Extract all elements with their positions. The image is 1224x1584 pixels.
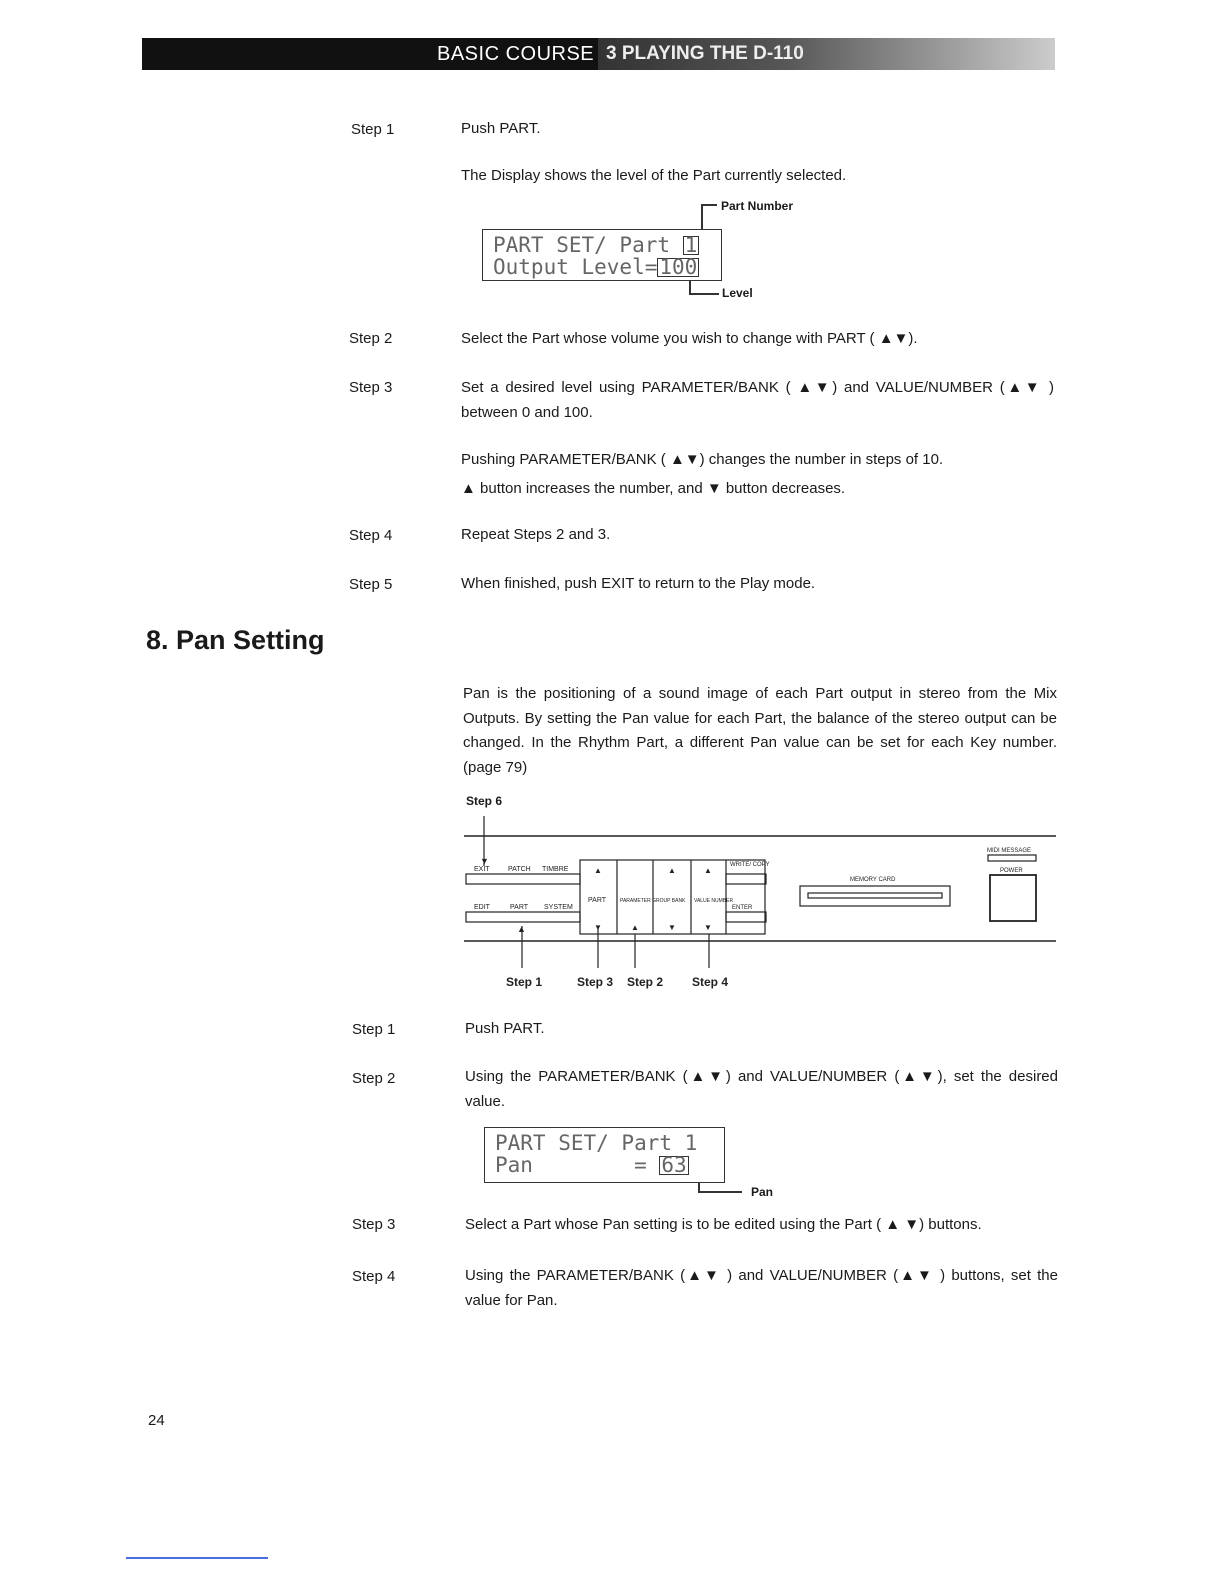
lcd-line: PART SET/ Part 1 — [495, 1131, 698, 1155]
arrow-down-icon: ▼ — [480, 856, 489, 866]
panel-label: VALUE NUMBER — [694, 898, 734, 904]
lcd-line: Pan = — [495, 1153, 660, 1177]
step-text: Select a Part whose Pan setting is to be edited using the Part ( ▲ ▼) buttons. — [465, 1216, 982, 1233]
step-label: Step 4 — [349, 527, 393, 544]
panel-label: PART — [510, 904, 529, 911]
step-text: Repeat Steps 2 and 3. — [461, 526, 611, 543]
write-copy-button — [726, 874, 766, 884]
callout-line — [689, 293, 719, 295]
power-button — [990, 875, 1036, 921]
step-text: Using the PARAMETER/BANK (▲▼) and VALUE/NUMBER (▲▼), set the desired value. — [465, 1068, 1058, 1110]
enter-button — [726, 912, 766, 922]
button-row-bottom — [466, 912, 580, 922]
step-label: Step 5 — [349, 576, 393, 593]
step-label: Step 1 — [351, 121, 395, 138]
arrow-down-icon: ▼ — [704, 923, 712, 932]
panel-label: PATCH — [508, 866, 531, 873]
callout-label: Step 4 — [692, 975, 729, 989]
step-label: Step 2 — [349, 330, 393, 347]
step-label: Step 2 — [352, 1070, 396, 1087]
panel-label: EXIT — [474, 866, 490, 873]
lcd-line: Output Level= — [493, 255, 658, 279]
callout-line — [689, 280, 691, 294]
panel-label: SYSTEM — [544, 904, 573, 911]
panel-label: ENTER — [732, 905, 753, 911]
pan-label: Pan — [751, 1185, 774, 1199]
arrow-up-icon: ▲ — [631, 923, 639, 932]
panel-label: PART — [588, 897, 607, 904]
midi-message-indicator — [988, 855, 1036, 861]
panel-label: EDIT — [474, 904, 490, 911]
section-intro: Pan is the positioning of a sound image of each Part output in stereo from the Mix Outputs. By setting the Pan value for each Part, the balance of the stereo output can be changed. In the Rhythm Part, a different Pan value can be set for each Key number. (page 79) — [463, 685, 1057, 776]
panel-label: PARAMETER GROUP BANK — [620, 898, 686, 904]
step-text: Set a desired level using PARAMETER/BANK ( ▲▼) and VALUE/NUMBER (▲▼ ) between 0 and 100. — [461, 379, 1054, 421]
lcd-level-value: 100 — [659, 255, 698, 279]
lcd-line: PART SET/ Part — [493, 233, 683, 257]
callout-label: Step 2 — [627, 975, 664, 989]
arrow-up-icon: ▲ — [594, 866, 602, 875]
header-course-title: BASIC COURSE — [437, 43, 595, 65]
part-number-label: Part Number — [721, 199, 794, 213]
step-label: Step 1 — [352, 1021, 396, 1038]
arrow-down-icon: ▼ — [594, 923, 602, 932]
step-label: Step 4 — [352, 1268, 396, 1285]
front-panel-diagram — [460, 808, 1060, 998]
step-text-extra: Pushing PARAMETER/BANK ( ▲▼) changes the number in steps of 10. — [461, 451, 944, 468]
panel-label: TIMBRE — [542, 866, 569, 873]
header-chapter-title: 3 PLAYING THE D-110 — [598, 38, 1055, 70]
step6-label: Step 6 — [466, 794, 503, 808]
lcd-pan-value: 63 — [661, 1153, 687, 1177]
panel-label: POWER — [1000, 868, 1023, 874]
arrow-up-icon: ▲ — [704, 866, 712, 875]
memory-card-slot — [800, 886, 950, 906]
arrow-up-icon: ▲ — [517, 924, 526, 934]
step-text: Select the Part whose volume you wish to change with PART ( ▲▼). — [461, 330, 918, 347]
button-row-top — [466, 874, 580, 884]
callout-line — [698, 1191, 742, 1193]
step-text: Push PART. — [461, 120, 541, 137]
section-title: 8. Pan Setting — [146, 625, 325, 655]
step-text: Push PART. — [465, 1020, 545, 1037]
step-text: Using the PARAMETER/BANK (▲▼ ) and VALUE/NUMBER (▲▼ ) buttons, set the value for Pan. — [465, 1267, 1058, 1309]
step-label: Step 3 — [349, 379, 393, 396]
step-label: Step 3 — [352, 1216, 396, 1233]
step-text: When finished, push EXIT to return to the Play mode. — [461, 575, 816, 592]
panel-label: MIDI MESSAGE — [987, 848, 1032, 854]
level-label: Level — [722, 286, 753, 300]
lcd-display-pan — [484, 1127, 725, 1183]
arrow-down-icon: ▼ — [668, 923, 676, 932]
lcd-part-value: 1 — [684, 233, 698, 257]
lcd-display-level — [482, 229, 722, 281]
display-note: The Display shows the level of the Part currently selected. — [461, 167, 847, 184]
callout-line — [701, 204, 717, 206]
page-number: 24 — [148, 1412, 165, 1429]
arrow-up-icon: ▲ — [668, 866, 676, 875]
callout-line — [701, 204, 703, 230]
panel-label: WRITE/ COPY — [730, 862, 770, 868]
panel-label: MEMORY CARD — [850, 877, 896, 883]
callout-label: Step 1 — [506, 975, 543, 989]
callout-label: Step 3 — [577, 975, 614, 989]
step-text-extra: ▲ button increases the number, and ▼ button decreases. — [461, 480, 846, 497]
footer-rule — [126, 1557, 268, 1559]
